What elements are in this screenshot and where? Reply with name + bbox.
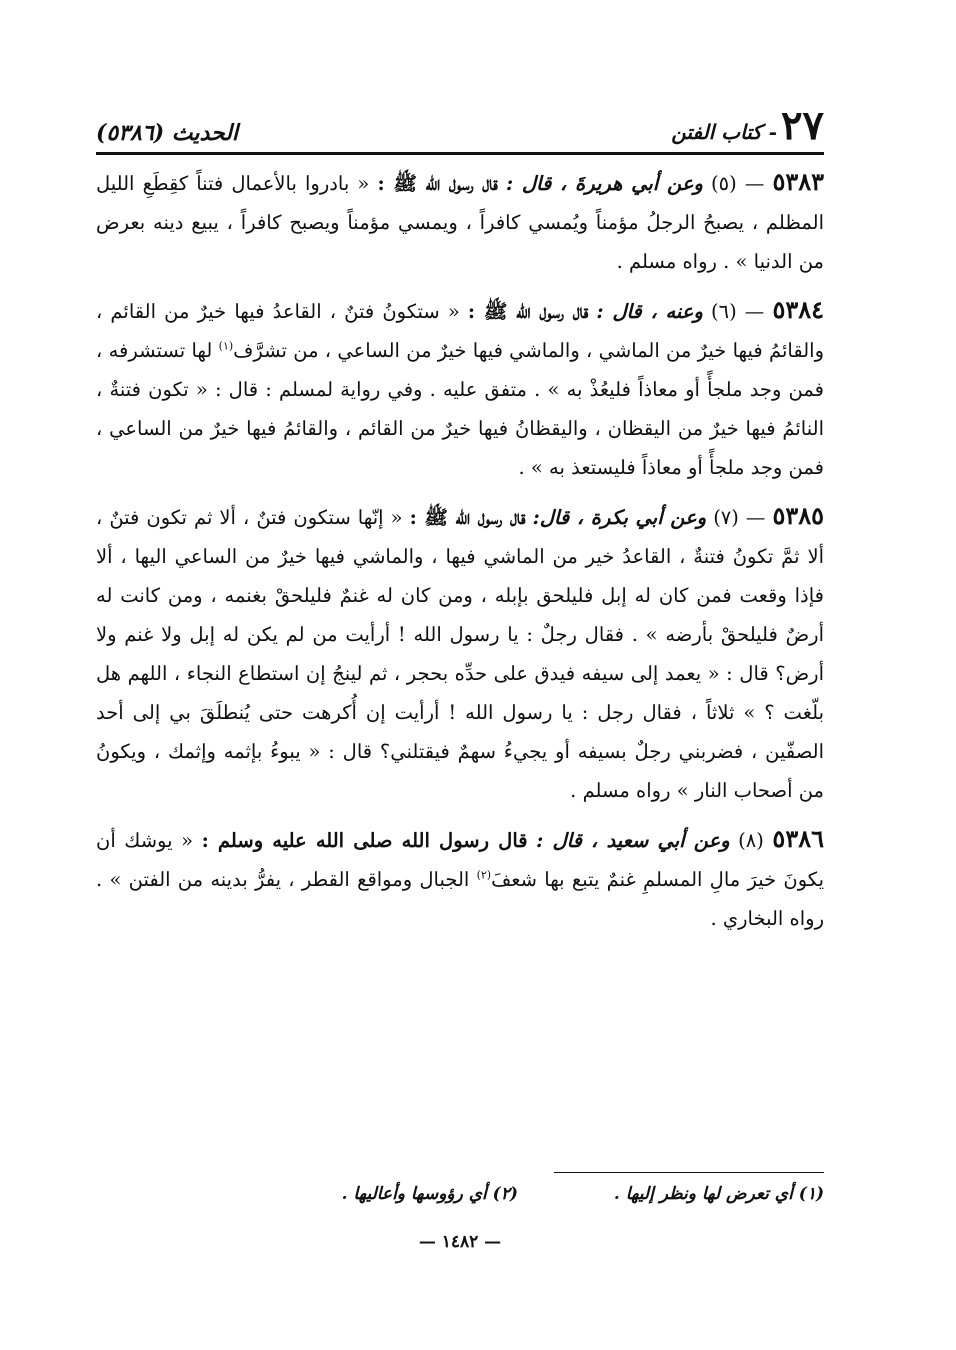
hadith-sequence: — (٦) [710,300,765,323]
hadith-narrator: وعنه ، قال : [596,300,703,323]
hadith-narrator: وعن أبي بكرة ، قال: [532,506,707,529]
footnote-2: (٢) أي رؤوسها وأعاليها . [341,1184,518,1204]
hadith-intro: قال رسول الله صلى الله عليه وسلم : [201,829,528,852]
footnote-reference[interactable]: (١) [218,339,234,353]
page-header [96,96,824,149]
footnote-reference[interactable]: (٢) [476,868,492,882]
hadith-narrator: وعن أبي سعيد ، قال : [536,829,730,852]
hadith-text-continued: الجبال ومواقع القطر ، يفرُّ بدينه من الفتن » . رواه البخاري . [96,868,824,930]
hadith-range: الحديث (٥٣٨٦) [96,120,239,146]
hadith-intro: قال رسول الله ﷺ : [409,506,526,529]
hadith-text: « إنّها ستكون فتنٌ ، ألا ثم تكون فتنٌ ، ألا ثمَّ تكونُ فتنةٌ ، القاعدُ خير من الماشي فيها ، والماشي فيها خيرٌ من الساعي اليها ، ألا فإذا وقعت فمن كان له إبل فليلحق بإبله ، ومن كان له غنمٌ فليلحقْ بغنمه ، ومن كانت له أرضٌ فليلحقْ بأرضه » . فقال رجلٌ : يا رسول الله ! أرأيت من لم يكن له إبل ولا غنم ولا أرض؟ قال : « يعمد إلى سيفه فيدق على حدِّه بحجر ، ثم لينجُ إن استطاع النجاء ، اللهم هل بلّغت ؟ » ثلاثاً ، فقال رجل : يا رسول الله ! أرأيت إن أُكرهت حتى يُنطلَقَ بي إلى أحد الصفّين ، فضربني رجلٌ بسيفه أو يجيءُ سهمٌ فيقتلني؟ قال : « يبوءُ بإثمه وإثمك ، ويكونُ من أصحاب النار » رواه مسلم . [96,506,824,802]
hadith-sequence: (٨) [738,829,764,852]
chapter-number: ٢٧ [781,102,824,149]
page-number: — ١٤٨٢ — [418,1232,502,1252]
hadith-5386 [96,819,824,938]
page-body [96,162,824,947]
footnote-rule [554,1172,824,1173]
hadith-text: « بادروا بالأعمال فتناً كقِطَعِ الليل المظلم ، يصبحُ الرجلُ مؤمناً ويُمسي كافراً ، ويمسي مؤمناً ويصبح كافراً ، يبيع دينه بعرض من الدنيا » . رواه مسلم . [96,172,824,273]
footnote-1: (١) أي تعرض لها ونظر إليها . [613,1184,824,1204]
hadith-number: ٥٣٨٦ [772,824,824,853]
hadith-sequence: — (٧) [713,506,766,529]
hadith-narrator: وعن أبي هريرةَ ، قال : [505,172,703,195]
hadith-number: ٥٣٨٤ [772,295,824,324]
chapter-heading [671,102,824,149]
hadith-intro: قال رسول الله ﷺ : [467,300,589,323]
footnotes [96,1184,824,1204]
hadith-5384 [96,290,824,487]
chapter-title: - كتاب الفتن [671,120,778,144]
hadith-5385 [96,496,824,810]
hadith-text: « يوشك أن يكونَ خيرَ مالِ المسلمِ غنمٌ يتبع بها شعفَ [96,829,825,891]
book-page [96,78,824,1308]
hadith-intro: قال رسول الله ﷺ : [377,172,498,195]
hadith-number: ٥٣٨٣ [772,167,825,196]
hadith-text-continued: لها تستشرفه ، فمن وجد ملجأً أو معاذاً فليعُذْ به » . متفق عليه . وفي رواية لمسلم : قال : « تكون فتنةٌ ، النائمُ فيها خيرٌ من اليقظان ، واليقظانُ فيها خيرٌ من القائم ، والقائمُ فيها خيرٌ من الساعي ، فمن وجد ملجأً أو معاذاً فليستعذ به » . [96,339,824,479]
hadith-sequence: — (٥) [711,172,765,195]
hadith-5383 [96,162,824,281]
hadith-text: « ستكونُ فتنٌ ، القاعدُ فيها خيرٌ من القائم ، والقائمُ فيها خيرٌ من الماشي ، والماشي فيها خيرٌ من الساعي ، من تشرَّف [96,300,824,362]
hadith-number: ٥٣٨٥ [772,501,825,530]
header-rule [96,152,824,155]
